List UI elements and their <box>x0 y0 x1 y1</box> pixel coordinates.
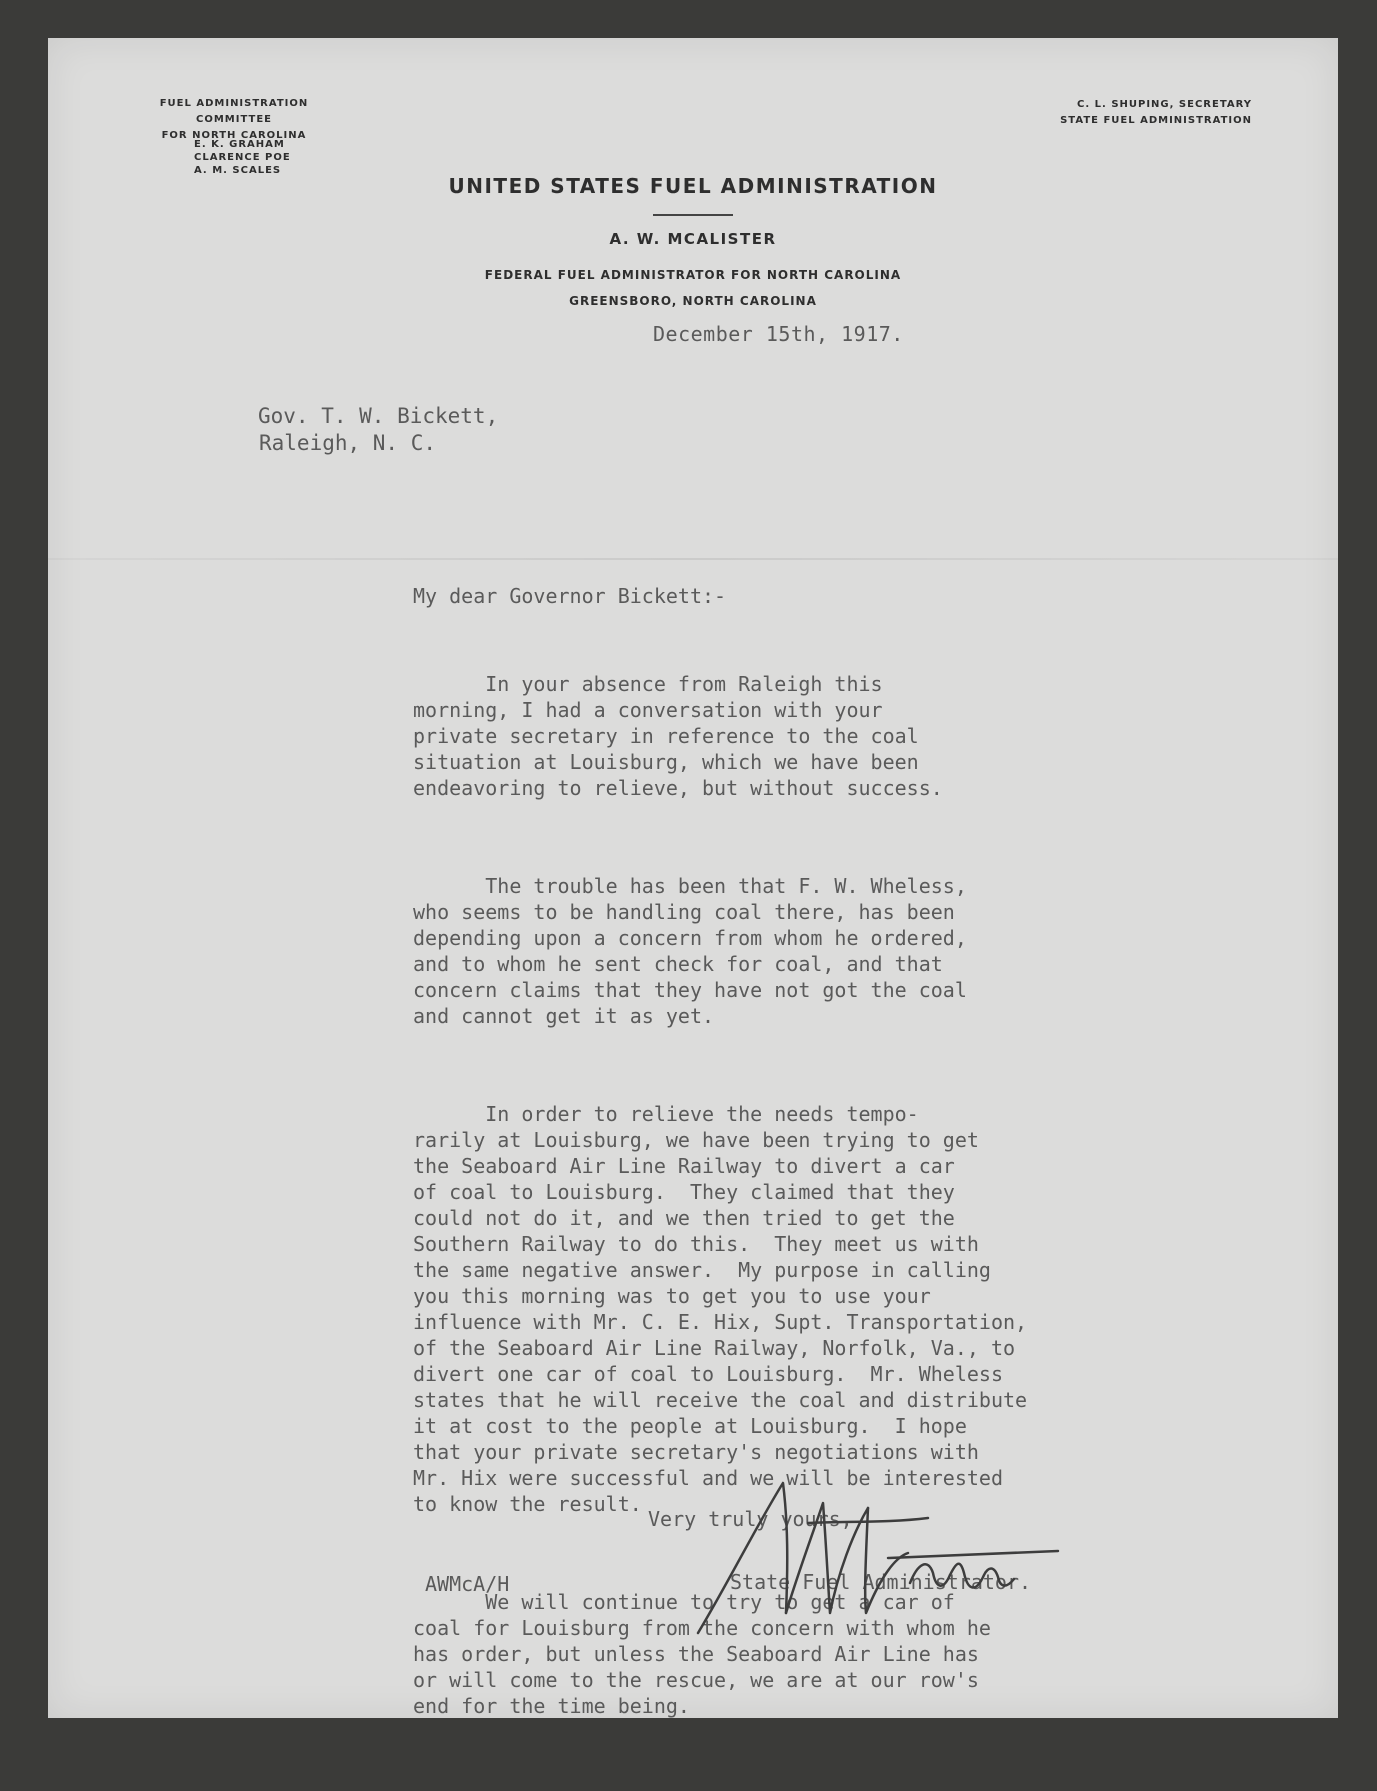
letterhead-location: GREENSBORO, NORTH CAROLINA <box>569 294 817 308</box>
member-name: E. K. GRAHAM <box>194 139 285 150</box>
administrator-name: A. W. MCALISTER <box>609 230 777 248</box>
signer-title: State Fuel Administrator. <box>730 1570 1032 1594</box>
committee-header <box>124 96 344 144</box>
body-paragraph: In your absence from Raleigh this morning, I had a conversation with your private secretary in reference to the coal situation at Louisburg, which we have been endeavoring to relieve, but without success. <box>413 672 943 800</box>
committee-line-1: FUEL ADMINISTRATION COMMITTEE <box>159 98 309 125</box>
title-divider <box>653 214 733 216</box>
committee-line-2: FOR NORTH CAROLINA <box>161 130 307 141</box>
recipient-line-2: Raleigh, N. C. <box>259 431 437 455</box>
member-name: A. M. SCALES <box>194 165 282 176</box>
salutation: My dear Governor Bickett:- <box>413 584 727 608</box>
letter-page <box>48 38 1338 1718</box>
administrator-title: FEDERAL FUEL ADMINISTRATOR FOR NORTH CAROLINA <box>484 268 902 282</box>
secretary-line-1: C. L. SHUPING, SECRETARY <box>1077 99 1252 110</box>
recipient-line-1: Gov. T. W. Bickett, <box>258 404 499 428</box>
committee-members <box>194 138 291 177</box>
secretary-line-2: STATE FUEL ADMINISTRATION <box>1060 115 1252 126</box>
administrator-details <box>48 262 1338 314</box>
complimentary-close: Very truly yours, <box>648 1507 853 1531</box>
letter-date: December 15th, 1917. <box>653 322 904 346</box>
secretary-header <box>1060 97 1252 129</box>
body-paragraph: In order to relieve the needs tempo- rarily at Louisburg, we have been trying to get the Seaboard Air Line Railway to divert a car of coal to Louisburg. They claimed that they could not do it, and we then tried to get the Southern Railway to do this. They meet us with the same negative answer. My purpose in calling you this morning was to get you to use your influence with Mr. C. E. Hix, Supt. Transportation, of the Seaboard Air Line Railway, Norfolk, Va., to divert one car of coal to Louisburg. Mr. Wheless states that he will receive the coal and distribute it at cost to the people at Louisburg. I hope that your private secretary's negotiations with Mr. Hix were successful and we will be interested to know the result. <box>413 1102 1028 1516</box>
body-paragraph: We will continue to try to get a car of coal for Louisburg from the concern with whom he has order, but unless the Seaboard Air Line has or will come to the rescue, we are at our row's end for the time being. <box>413 1590 991 1718</box>
letterhead-title: UNITED STATES FUEL ADMINISTRATION <box>448 174 938 198</box>
member-name: CLARENCE POE <box>194 152 291 163</box>
handwritten-signature <box>688 1463 1068 1643</box>
reference-initials: AWMcA/H <box>425 1572 510 1596</box>
body-paragraph: The trouble has been that F. W. Wheless, who seems to be handling coal there, has been depending upon a concern from whom he ordered, and to whom he sent check for coal, and that concern claims that they have not got the coal and cannot get it as yet. <box>413 874 967 1028</box>
recipient-address <box>258 403 498 457</box>
